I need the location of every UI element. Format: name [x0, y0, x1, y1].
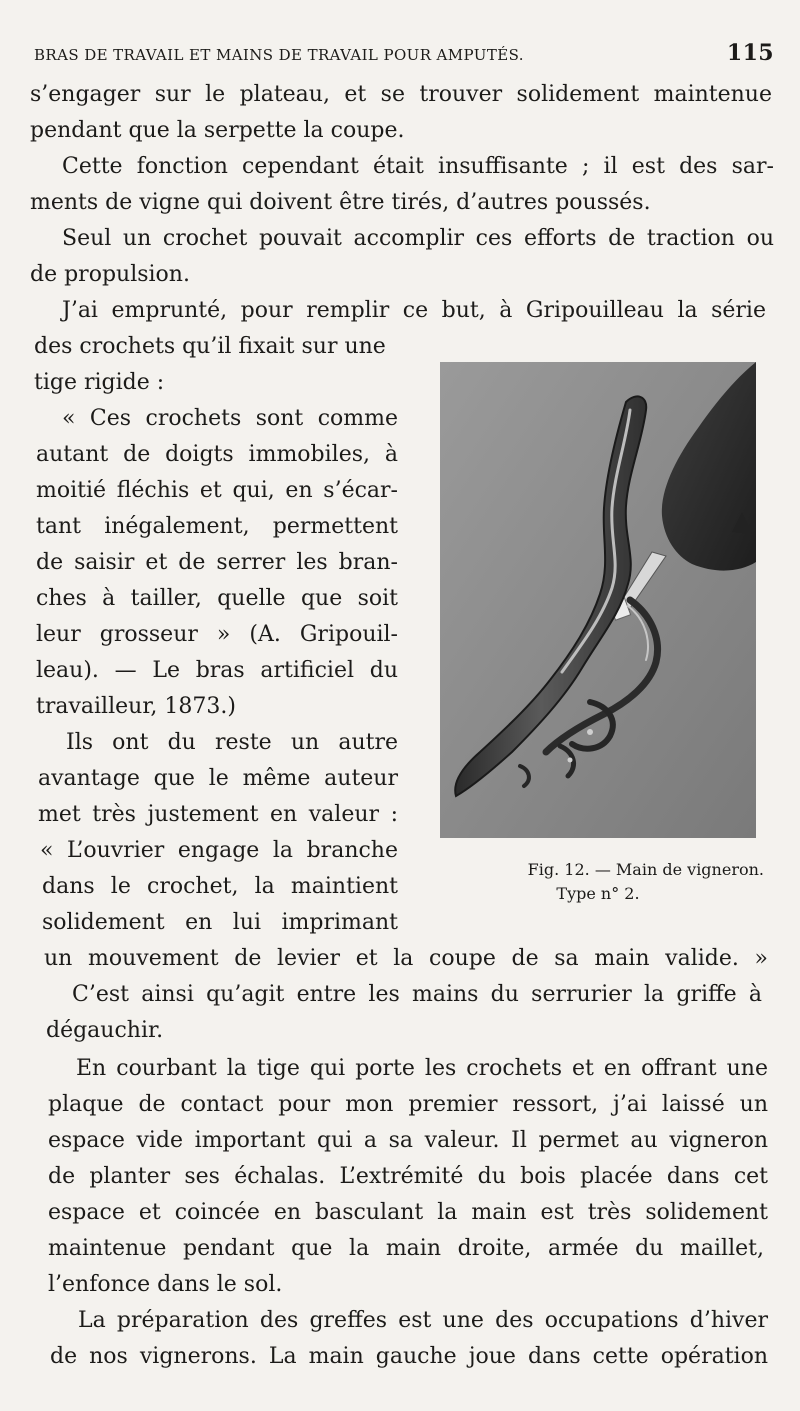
text-line: des crochets qu’il fixait sur une: [34, 334, 386, 359]
text-line: l’enfonce dans le sol.: [48, 1272, 283, 1297]
text-line: dans le crochet, la maintient: [42, 874, 398, 899]
text-line: de saisir et de serrer les bran-: [36, 550, 398, 575]
vinegrower-hand-illustration: [440, 362, 756, 838]
text-line: Cette fonction cependant était insuffisante ; il est des sar-: [62, 154, 774, 179]
text-line: La préparation des greffes est une des occupations d’hiver: [78, 1308, 768, 1333]
text-line: tige rigide :: [34, 370, 165, 395]
text-line: En courbant la tige qui porte les crochets et en offrant une: [76, 1056, 768, 1081]
text-line: « L’ouvrier engage la branche: [40, 838, 398, 863]
text-line: « Ces crochets sont comme: [62, 406, 398, 431]
text-line: C’est ainsi qu’agit entre les mains du serrurier la griffe à: [72, 982, 762, 1007]
text-line: pendant que la serpette la coupe.: [30, 118, 405, 143]
text-line: J’ai emprunté, pour remplir ce but, à Gripouilleau la série: [62, 298, 766, 323]
text-line: dégauchir.: [46, 1018, 164, 1043]
text-line: moitié fléchis et qui, en s’écar-: [36, 478, 398, 503]
text-line: autant de doigts immobiles, à: [36, 442, 398, 467]
text-line: de planter ses échalas. L’extrémité du bois placée dans cet: [48, 1164, 768, 1189]
text-line: un mouvement de levier et la coupe de sa main valide. »: [44, 946, 768, 971]
text-line: met très justement en valeur :: [38, 802, 398, 827]
page-header: [34, 40, 774, 70]
running-title: BRAS DE TRAVAIL ET MAINS DE TRAVAIL POUR AMPUTÉS.: [34, 46, 524, 64]
figure-photo: [440, 362, 756, 838]
text-line: espace vide important qui a sa valeur. Il permet au vigneron: [48, 1128, 768, 1153]
figure-caption-type: Type n° 2.: [556, 884, 640, 903]
text-line: espace et coincée en basculant la main est très solidement: [48, 1200, 768, 1225]
text-line: avantage que le même auteur: [38, 766, 398, 791]
text-line: de propulsion.: [30, 262, 190, 287]
text-line: tant inégalement, permettent: [36, 514, 398, 539]
text-line: ches à tailler, quelle que soit: [36, 586, 398, 611]
text-line: de nos vignerons. La main gauche joue dans cette opération: [50, 1344, 768, 1369]
text-line: travailleur, 1873.): [36, 694, 236, 719]
text-line: Ils ont du reste un autre: [66, 730, 398, 755]
page-number: 115: [726, 40, 774, 66]
text-line: ments de vigne qui doivent être tirés, d’autres poussés.: [30, 190, 651, 215]
text-line: Seul un crochet pouvait accomplir ces efforts de traction ou: [62, 226, 774, 251]
text-line: leau). — Le bras artificiel du: [36, 658, 398, 683]
figure-caption: Fig. 12. — Main de vigneron.: [527, 860, 764, 879]
text-line: s’engager sur le plateau, et se trouver solidement maintenue: [30, 82, 772, 107]
text-line: plaque de contact pour mon premier ressort, j’ai laissé un: [48, 1092, 768, 1117]
text-line: solidement en lui imprimant: [42, 910, 398, 935]
text-line: maintenue pendant que la main droite, armée du maillet,: [48, 1236, 764, 1261]
text-line: leur grosseur » (A. Gripouil-: [36, 622, 398, 647]
